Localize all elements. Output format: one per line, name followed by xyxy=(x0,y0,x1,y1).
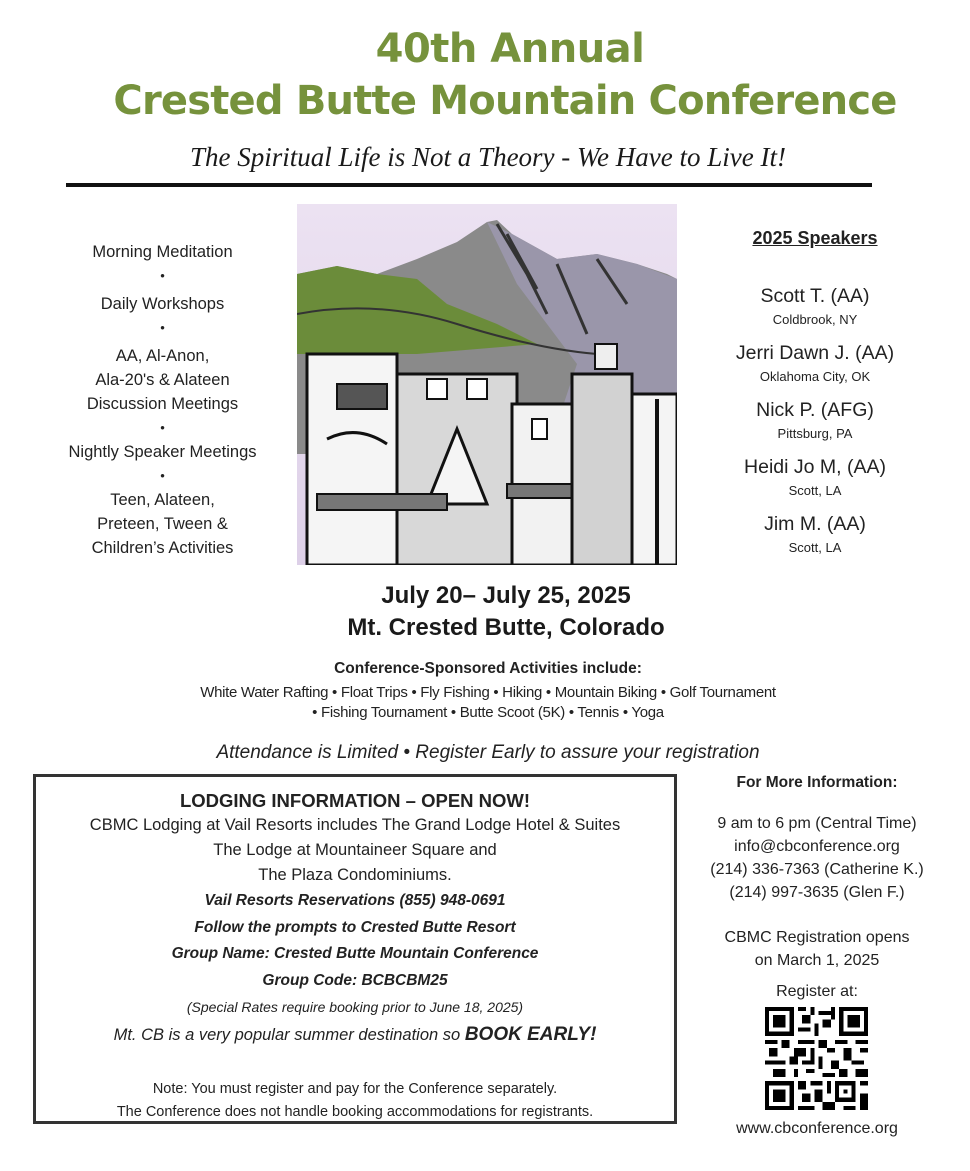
event-location: Mt. Crested Butte, Colorado xyxy=(347,614,665,641)
contact-hours: 9 am to 6 pm (Central Time) xyxy=(717,815,917,832)
bullet-separator: • xyxy=(160,468,165,483)
website-link[interactable]: www.cbconference.org xyxy=(736,1120,898,1137)
contact-email[interactable]: info@cbconference.org xyxy=(734,838,900,855)
book-early-emphasis: BOOK EARLY! xyxy=(464,1024,597,1045)
speakers-panel xyxy=(700,228,930,568)
registration-opens: CBMC Registration opens on March 1, 2025 xyxy=(724,929,910,969)
reservation-prompts: Follow the prompts to Crested Butte Resort xyxy=(194,918,516,936)
tagline: The Spiritual Life is Not a Theory - We Have to Live It! xyxy=(190,142,786,172)
speaker-entry xyxy=(700,454,930,502)
feature-item: Daily Workshops xyxy=(100,295,225,313)
bullet-separator: • xyxy=(160,268,165,283)
register-at-label: Register at: xyxy=(776,983,858,1000)
title-line-2: Crested Butte Mountain Conference xyxy=(113,78,897,124)
speaker-name: Scott T. (AA) xyxy=(760,285,870,307)
event-details xyxy=(0,580,970,644)
book-early-line: Mt. CB is a very popular summer destination so BOOK EARLY! xyxy=(113,1024,597,1045)
mountain-town-icon xyxy=(297,204,677,565)
event-dates: July 20– July 25, 2025 xyxy=(381,582,631,609)
speaker-location: Scott, LA xyxy=(788,483,842,498)
speaker-entry xyxy=(700,283,930,331)
feature-item: Morning Meditation xyxy=(92,243,233,261)
activities-line-2: • Fishing Tournament • Butte Scoot (5K) • Tennis • Yoga xyxy=(312,704,664,721)
bullet-separator: • xyxy=(160,320,165,335)
reservations-phone: Vail Resorts Reservations (855) 948-0691 xyxy=(204,892,506,909)
lodging-line-1: CBMC Lodging at Vail Resorts includes The Grand Lodge Hotel & Suites xyxy=(89,816,621,834)
lodging-line-2: The Lodge at Mountaineer Square and xyxy=(213,841,497,859)
activities-list xyxy=(150,683,826,723)
speaker-name: Jim M. (AA) xyxy=(764,513,866,535)
speaker-location: Coldbrook, NY xyxy=(772,312,858,327)
contact-phone-1: (214) 336-7363 (Catherine K.) xyxy=(710,861,924,878)
activities-line-1: White Water Rafting • Float Trips • Fly Fishing • Hiking • Mountain Biking • Golf Tournament xyxy=(200,684,776,701)
special-rates-note: (Special Rates require booking prior to June 18, 2025) xyxy=(186,999,524,1015)
speaker-name: Heidi Jo M, (AA) xyxy=(744,456,886,478)
qr-code-icon[interactable] xyxy=(765,1007,868,1110)
header-divider xyxy=(66,183,872,187)
features-list xyxy=(50,240,275,560)
contact-phone-2: (214) 997-3635 (Glen F.) xyxy=(729,884,905,901)
speaker-entry xyxy=(700,397,930,445)
speakers-heading: 2025 Speakers xyxy=(752,228,878,248)
mountain-town-illustration xyxy=(297,204,677,565)
speaker-name: Nick P. (AFG) xyxy=(756,399,874,421)
attendance-note: Attendance is Limited • Register Early to assure your registration xyxy=(216,742,760,763)
speaker-location: Oklahoma City, OK xyxy=(759,369,871,384)
speaker-location: Pittsburg, PA xyxy=(777,426,853,441)
lodging-info-box xyxy=(33,774,677,1124)
speaker-entry xyxy=(700,340,930,388)
speaker-location: Scott, LA xyxy=(788,540,842,555)
more-info-heading: For More Information: xyxy=(736,774,898,791)
lodging-heading: LODGING INFORMATION – OPEN NOW! xyxy=(179,790,531,811)
group-code: Group Code: BCBCBM25 xyxy=(262,971,448,989)
bullet-separator: • xyxy=(160,420,165,435)
lodging-line-3: The Plaza Condominiums. xyxy=(258,866,452,884)
speaker-entry xyxy=(700,511,930,559)
title-line-1: 40th Annual xyxy=(375,26,645,72)
group-name: Group Name: Crested Butte Mountain Conference xyxy=(171,945,539,962)
activities-heading: Conference-Sponsored Activities include: xyxy=(334,660,642,677)
feature-item: Teen, Alateen, Preteen, Tween & Children’s Activities xyxy=(91,491,234,557)
feature-item: AA, Al-Anon, Ala-20's & Alateen Discussion Meetings xyxy=(86,347,239,413)
lodging-note: Note: You must register and pay for the Conference separately. The Conference does not handle booking accommodations for registrants. xyxy=(116,1081,594,1120)
speaker-name: Jerri Dawn J. (AA) xyxy=(735,342,895,364)
feature-item: Nightly Speaker Meetings xyxy=(68,443,257,461)
